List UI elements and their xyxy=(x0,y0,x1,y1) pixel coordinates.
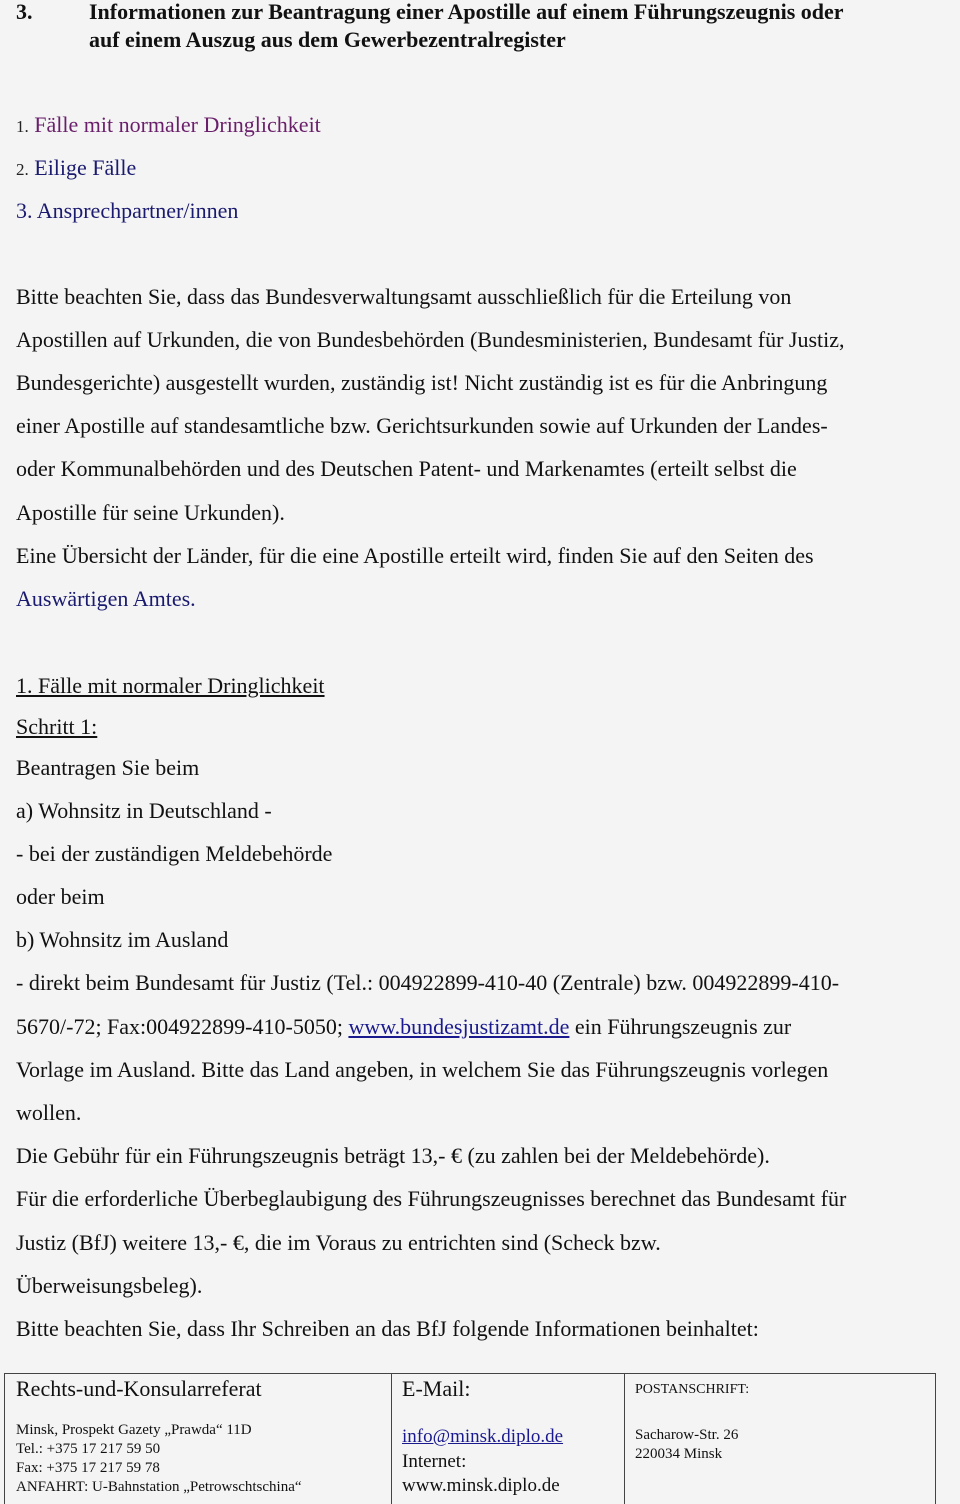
heading-line-1: Informationen zur Beantragung einer Apostille auf einem Führungszeugnis oder xyxy=(89,0,844,24)
toc-item-1[interactable] xyxy=(16,111,321,141)
text-line: Justiz (BfJ) weitere 13,- €, die im Voraus zu entrichten sind (Scheck bzw. xyxy=(16,1230,661,1255)
section-title: 1. Fälle mit normaler Dringlichkeit xyxy=(16,673,325,698)
text-line: Bundesgerichte) ausgestellt wurden, zuständig ist! Nicht zuständig ist es für die Anbringung xyxy=(16,370,828,395)
toc-number: 1. xyxy=(16,117,29,136)
toc-link[interactable]: Eilige Fälle xyxy=(34,155,137,180)
text-line: Überweisungsbeleg). xyxy=(16,1273,203,1298)
text-line: einer Apostille auf standesamtliche bzw. Gerichtsurkunden sowie auf Urkunden der Landes- xyxy=(16,413,828,438)
office-fax: Fax: +375 17 217 59 78 xyxy=(16,1460,160,1476)
text-line: Bitte beachten Sie, dass Ihr Schreiben an das BfJ folgende Informationen beinhaltet: xyxy=(16,1316,759,1341)
email-label: E-Mail: xyxy=(402,1376,471,1401)
postal-label: POSTANSCHRIFT: xyxy=(635,1382,750,1397)
heading-number: 3. xyxy=(16,0,33,24)
footer-office-cell xyxy=(5,1374,392,1504)
toc-item-3[interactable]: 3. Ansprechpartner/innen xyxy=(16,198,239,223)
postal-street: Sacharow-Str. 26 xyxy=(635,1427,739,1443)
text-line: a) Wohnsitz in Deutschland - xyxy=(16,798,272,823)
toc-item-2[interactable] xyxy=(16,154,136,184)
step-label: Schritt 1: xyxy=(16,714,98,739)
footer-contact-table xyxy=(4,1373,936,1504)
footer-email-cell xyxy=(392,1374,625,1504)
office-address: Minsk, Prospekt Gazety „Prawda“ 11D xyxy=(16,1422,252,1438)
text-line: oder beim xyxy=(16,884,105,909)
footer-postal-cell xyxy=(625,1374,935,1504)
heading-line-2: auf einem Auszug aus dem Gewerbezentralregister xyxy=(89,27,566,52)
auswaertiges-amt-link[interactable]: Auswärtigen Amtes. xyxy=(16,586,196,611)
text-line: Apostille für seine Urkunden). xyxy=(16,500,285,525)
office-name: Rechts-und-Konsularreferat xyxy=(16,1376,262,1401)
text-line: - bei der zuständigen Meldebehörde xyxy=(16,841,333,866)
internet-url[interactable]: www.minsk.diplo.de xyxy=(402,1475,560,1496)
text: ein Führungszeugnis zur xyxy=(569,1014,792,1039)
office-tel: Tel.: +375 17 217 59 50 xyxy=(16,1441,161,1457)
toc-number: 2. xyxy=(16,160,29,179)
text-line: oder Kommunalbehörden und des Deutschen Patent- und Markenamtes (erteilt selbst die xyxy=(16,456,797,481)
text-line: b) Wohnsitz im Ausland xyxy=(16,927,229,952)
postal-city: 220034 Minsk xyxy=(635,1446,723,1462)
text-line: Bitte beachten Sie, dass das Bundesverwaltungsamt ausschließlich für die Erteilung von xyxy=(16,284,792,309)
toc-link[interactable]: Fälle mit normaler Dringlichkeit xyxy=(34,112,321,137)
text: 5670/-72; Fax:004922899-410-5050; xyxy=(16,1014,349,1039)
text-line: Beantragen Sie beim xyxy=(16,755,200,780)
text-line: Vorlage im Ausland. Bitte das Land angeben, in welchem Sie das Führungszeugnis vorlegen xyxy=(16,1057,829,1082)
text-line: Für die erforderliche Überbeglaubigung des Führungszeugnisses berechnet das Bundesamt für xyxy=(16,1186,847,1211)
text-line: wollen. xyxy=(16,1100,82,1125)
text-line xyxy=(16,1013,791,1041)
text-line: Die Gebühr für ein Führungszeugnis beträgt 13,- € (zu zahlen bei der Meldebehörde). xyxy=(16,1143,770,1168)
text-line: - direkt beim Bundesamt für Justiz (Tel.: 004922899-410-40 (Zentrale) bzw. 004922899-410- xyxy=(16,970,840,995)
internet-label: Internet: xyxy=(402,1451,467,1472)
office-directions: ANFAHRT: U-Bahnstation „Petrowschtschina“ xyxy=(16,1479,302,1495)
email-link[interactable]: info@minsk.diplo.de xyxy=(402,1426,564,1447)
text-line: Eine Übersicht der Länder, für die eine Apostille erteilt wird, finden Sie auf den Seiten des xyxy=(16,543,814,568)
bundesjustizamt-link[interactable]: www.bundesjustizamt.de xyxy=(348,1014,570,1039)
text-line: Apostillen auf Urkunden, die von Bundesbehörden (Bundesministerien, Bundesamt für Justiz, xyxy=(16,327,845,352)
